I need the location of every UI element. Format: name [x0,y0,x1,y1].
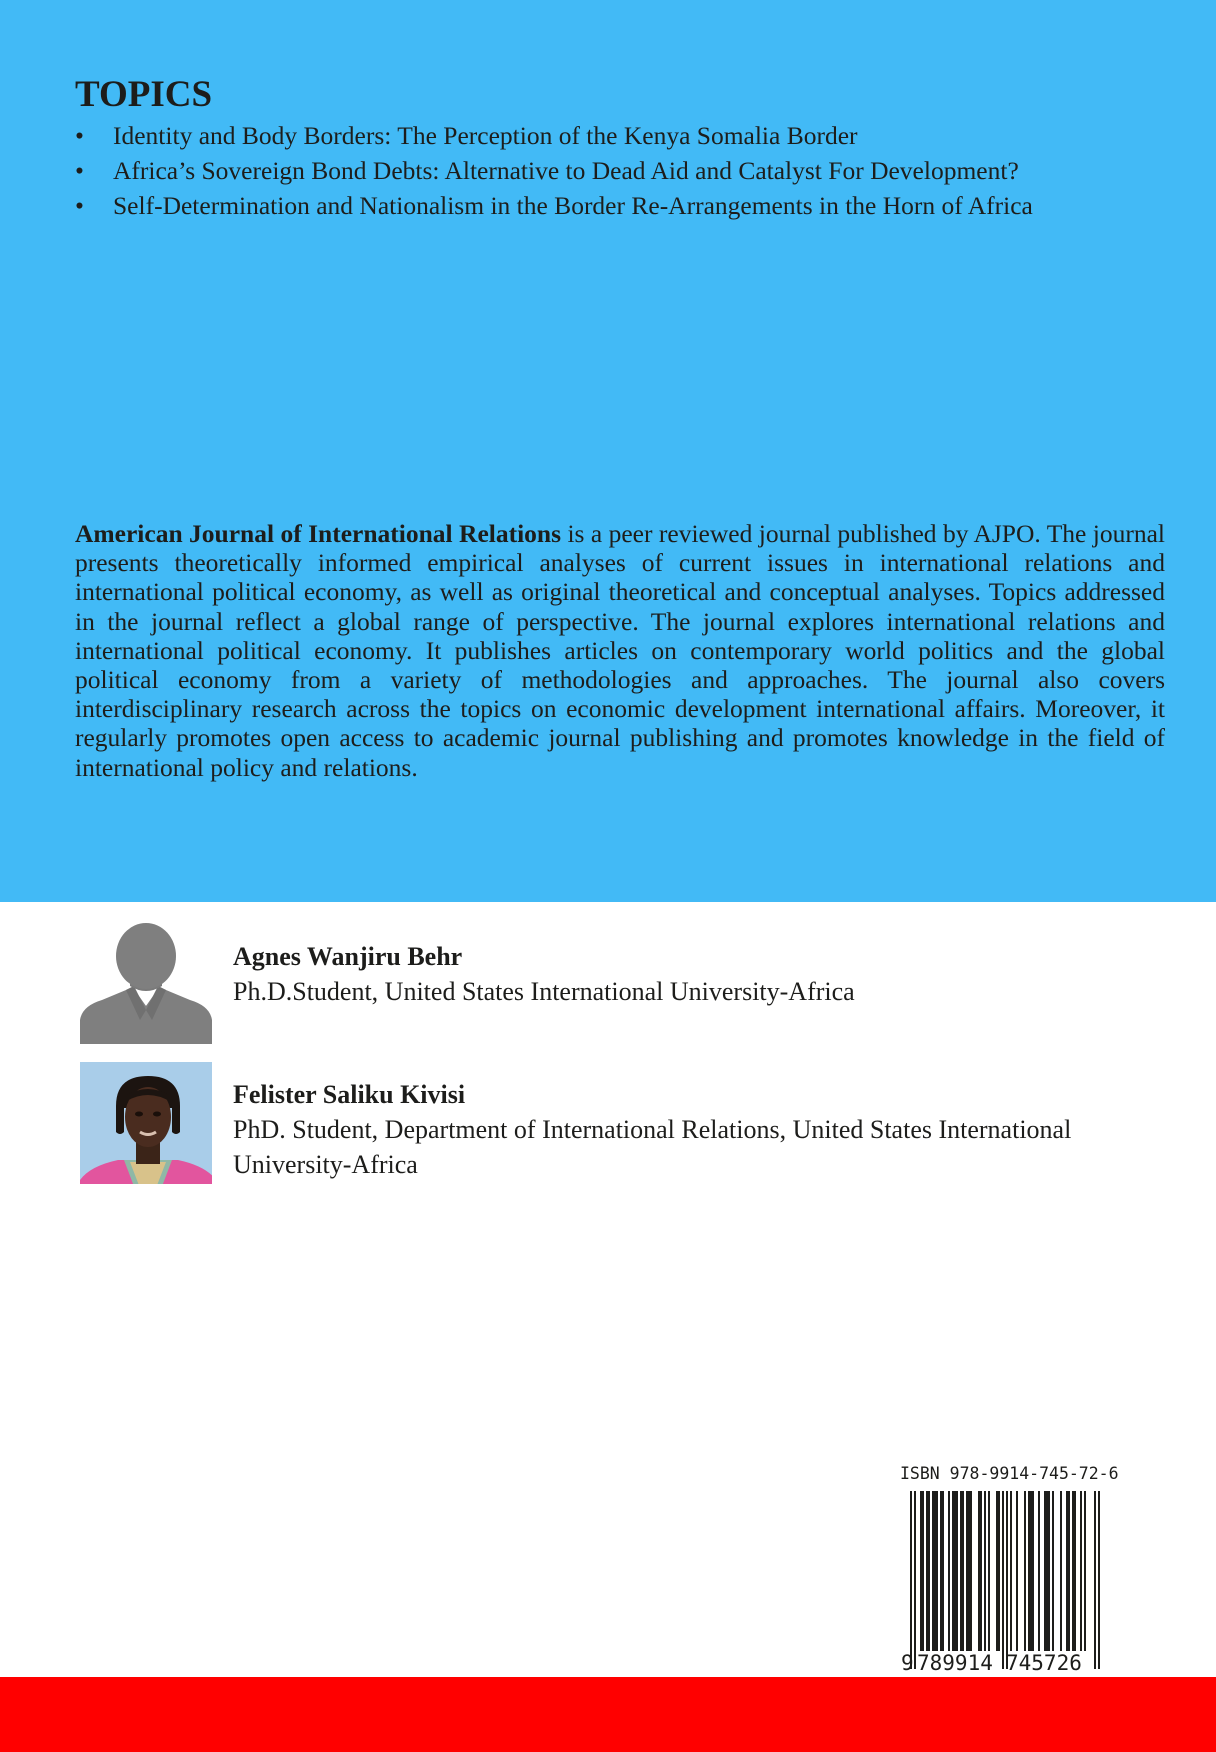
barcode-guard-bar [1098,1491,1100,1669]
barcode-bar [970,1491,972,1651]
barcode-bar [966,1491,968,1651]
bullet-icon: • [75,156,84,185]
barcode-bar [928,1491,930,1651]
bullet-icon: • [75,191,84,220]
isbn-label: ISBN 978-9914-745-72-6 [900,1464,1119,1483]
barcode-bar [998,1491,1000,1651]
barcode-bar [948,1491,950,1651]
author-photo [80,1062,212,1184]
barcode-bar [940,1491,942,1651]
barcode-bar [1084,1491,1086,1651]
journal-description [75,519,1165,782]
barcode-bars [910,1491,1100,1669]
barcode-bar [920,1491,922,1651]
barcode-bar [1046,1491,1048,1651]
barcode-bar [960,1491,962,1651]
topic-item [75,188,1175,223]
barcode-bar [942,1491,944,1651]
barcode-guard-bar [1002,1491,1004,1669]
barcode-bar [1024,1491,1026,1651]
barcode-bar [1072,1491,1074,1651]
barcode-bar [1038,1491,1040,1651]
author-affiliation: PhD. Student, Department of International Relations, United States International University-Africa [233,1115,1072,1179]
journal-description-text: is a peer reviewed journal published by AJPO. The journal presents theoretically informed empirical analyses of current issues in international relations and international political economy, as well as original theoretical and conceptual analyses. Topics addressed in the journal reflect a global range of perspective. The journal explores international relations and international political economy. It publishes articles on contemporary world politics and the global political economy from a variety of methodologies and approaches. The journal also covers interdisciplinary research across the topics on economic development international affairs. Moreover, it regularly promotes open access to academic journal publishing and promotes knowledge in the field of international policy and relations. [75,519,1166,782]
barcode-bar [1044,1491,1046,1651]
barcode-bar [980,1491,982,1651]
barcode-bar [1032,1491,1034,1651]
topic-item [75,118,1175,153]
silhouette-graphic [80,922,212,1044]
barcode-bar [954,1491,956,1651]
barcode-bar [1074,1491,1076,1651]
bullet-icon: • [75,121,84,150]
barcode-bar [988,1491,990,1651]
barcode-guard-bar [914,1491,916,1669]
barcode-bar [968,1491,970,1651]
author-affiliation: Ph.D.Student, United States International University-Africa [233,977,855,1006]
barcode-bar [926,1491,928,1651]
barcode-guard-bar [910,1491,912,1669]
barcode-bar [922,1491,924,1651]
barcode-bar [1010,1491,1012,1651]
portrait-photo-graphic [80,1062,212,1184]
barcode-bar [962,1491,964,1651]
journal-name: American Journal of International Relations [75,519,562,548]
barcode-guard-bar [1094,1491,1096,1669]
barcode-digit-lead: 9 [901,1651,914,1673]
barcode-bar [996,1491,998,1651]
barcode-bar [984,1491,986,1651]
barcode-digits-left: 789914 [917,1651,993,1673]
barcode-bar [1028,1491,1030,1651]
barcode-bar [978,1491,980,1651]
barcode-bar [1016,1491,1018,1651]
barcode-digits-right: 745726 [1006,1651,1082,1673]
barcode-guard-bar [1006,1491,1008,1669]
cover-red-band [0,1677,1216,1752]
barcode-bar [1066,1491,1068,1651]
barcode-bar [1068,1491,1070,1651]
barcode-bar [1080,1491,1082,1651]
author-name: Felister Saliku Kivisi [233,1080,466,1109]
barcode-bar [1060,1491,1062,1651]
barcode-bar [934,1491,936,1651]
barcode-bar [932,1491,934,1651]
isbn-barcode-block [898,1463,1118,1675]
topics-heading: TOPICS [75,74,213,115]
topic-text: Self-Determination and Nationalism in the Border Re-Arrangements in the Horn of Africa [113,191,1033,220]
topics-list [75,118,1175,223]
barcode [898,1491,1104,1673]
topic-item [75,153,1175,188]
barcode-bar [956,1491,958,1651]
barcode-bar [952,1491,954,1651]
topic-text: Identity and Body Borders: The Perception of the Kenya Somalia Border [113,121,858,150]
author-name: Agnes Wanjiru Behr [233,942,463,971]
barcode-bar [936,1491,938,1651]
barcode-bar [1048,1491,1050,1651]
topic-text: Africa’s Sovereign Bond Debts: Alternative to Dead Aid and Catalyst For Development? [113,156,1019,185]
user-silhouette-icon [80,922,212,1044]
barcode-bar [1030,1491,1032,1651]
barcode-bar [1052,1491,1054,1651]
